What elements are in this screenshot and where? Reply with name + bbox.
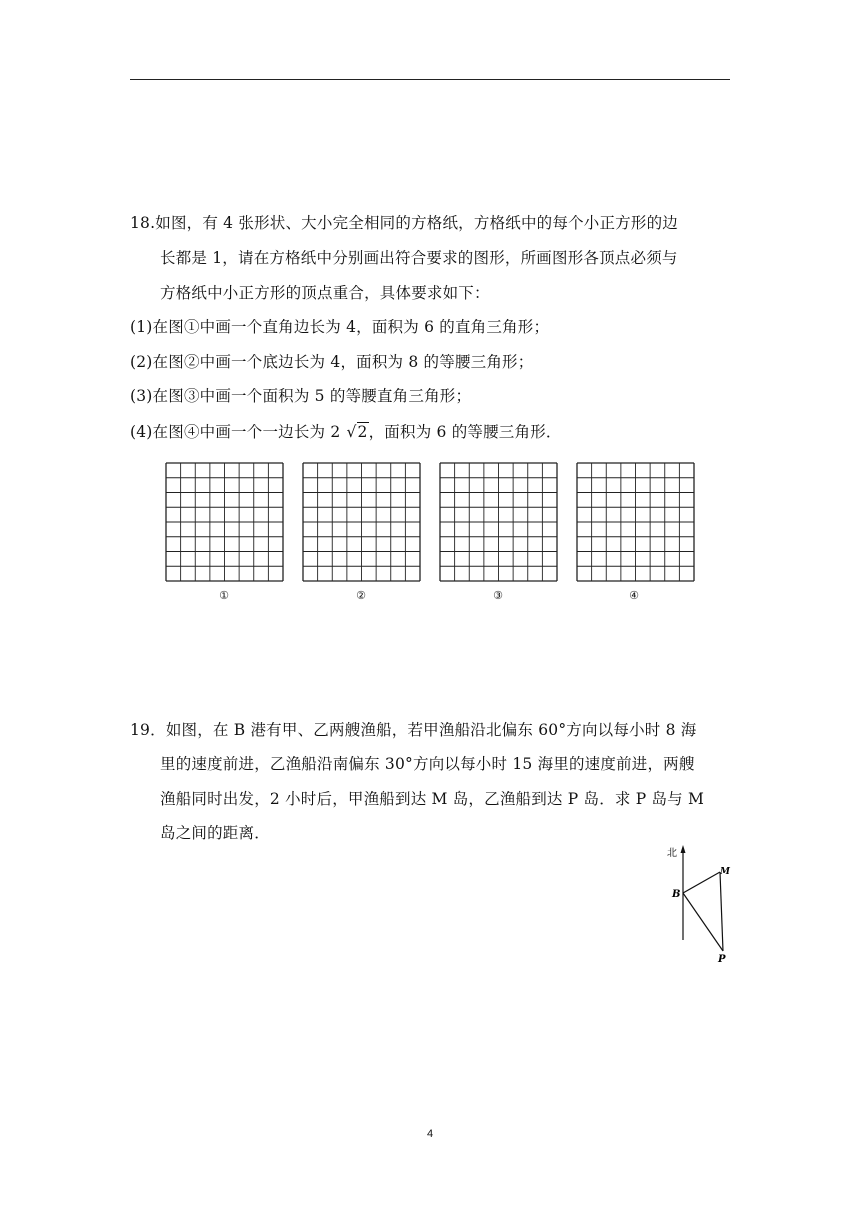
q19-line-3: 渔船同时出发，2 小时后，甲渔船到达 M 岛，乙渔船到达 P 岛．求 P 岛与 M [160, 790, 705, 808]
segment-BM [683, 872, 720, 893]
q19-line-4: 岛之间的距离． [160, 824, 270, 842]
q18-part-2: (2)在图②中画一个底边长为 4，面积为 8 的等腰三角形； [130, 353, 534, 371]
grid-paper-4 [577, 463, 694, 581]
grid-label-3: ③ [493, 589, 503, 602]
grid-paper-1 [166, 463, 283, 581]
bearing-diagram [664, 843, 744, 968]
q18-part-4-text-a: (4)在图④中画一个一边长为 2 [130, 423, 341, 441]
q18-line-2: 长都是 1，请在方格纸中分别画出符合要求的图形，所画图形各顶点必须与 [160, 249, 678, 267]
north-arrow-icon [681, 845, 686, 853]
q18-part-3: (3)在图③中画一个面积为 5 的等腰直角三角形； [130, 387, 472, 405]
q19-line-1: 19．如图，在 B 港有甲、乙两艘渔船，若甲渔船沿北偏东 60°方向以每小时 8 海 [130, 721, 697, 739]
north-label: 北 [667, 848, 677, 859]
q18-part-1: (1)在图①中画一个直角边长为 4，面积为 6 的直角三角形； [130, 318, 550, 336]
grid-label-1: ① [219, 589, 229, 602]
q18-part-4-text-b: ，面积为 6 的等腰三角形． [368, 423, 562, 441]
sqrt-radicand: 2 [357, 423, 368, 441]
segment-BP [683, 893, 723, 951]
point-M-label: M [720, 867, 730, 877]
grid-label-2: ② [356, 589, 366, 602]
point-P-label: P [718, 954, 726, 965]
sqrt-symbol: √ [346, 423, 357, 441]
page-number: 4 [426, 1128, 434, 1140]
q19-line-2: 里的速度前进，乙渔船沿南偏东 30°方向以每小时 15 海里的速度前进，两艘 [160, 755, 695, 773]
segment-MP [720, 872, 723, 951]
grid-paper-2 [303, 463, 420, 581]
point-B-label: B [672, 889, 681, 900]
q18-line-3: 方格纸中小正方形的顶点重合，具体要求如下： [160, 284, 490, 302]
grid-paper-3 [440, 463, 557, 581]
grid-label-4: ④ [629, 589, 639, 602]
q18-line-1: 18.如图，有 4 张形状、大小完全相同的方格纸，方格纸中的每个小正方形的边 [130, 214, 678, 232]
